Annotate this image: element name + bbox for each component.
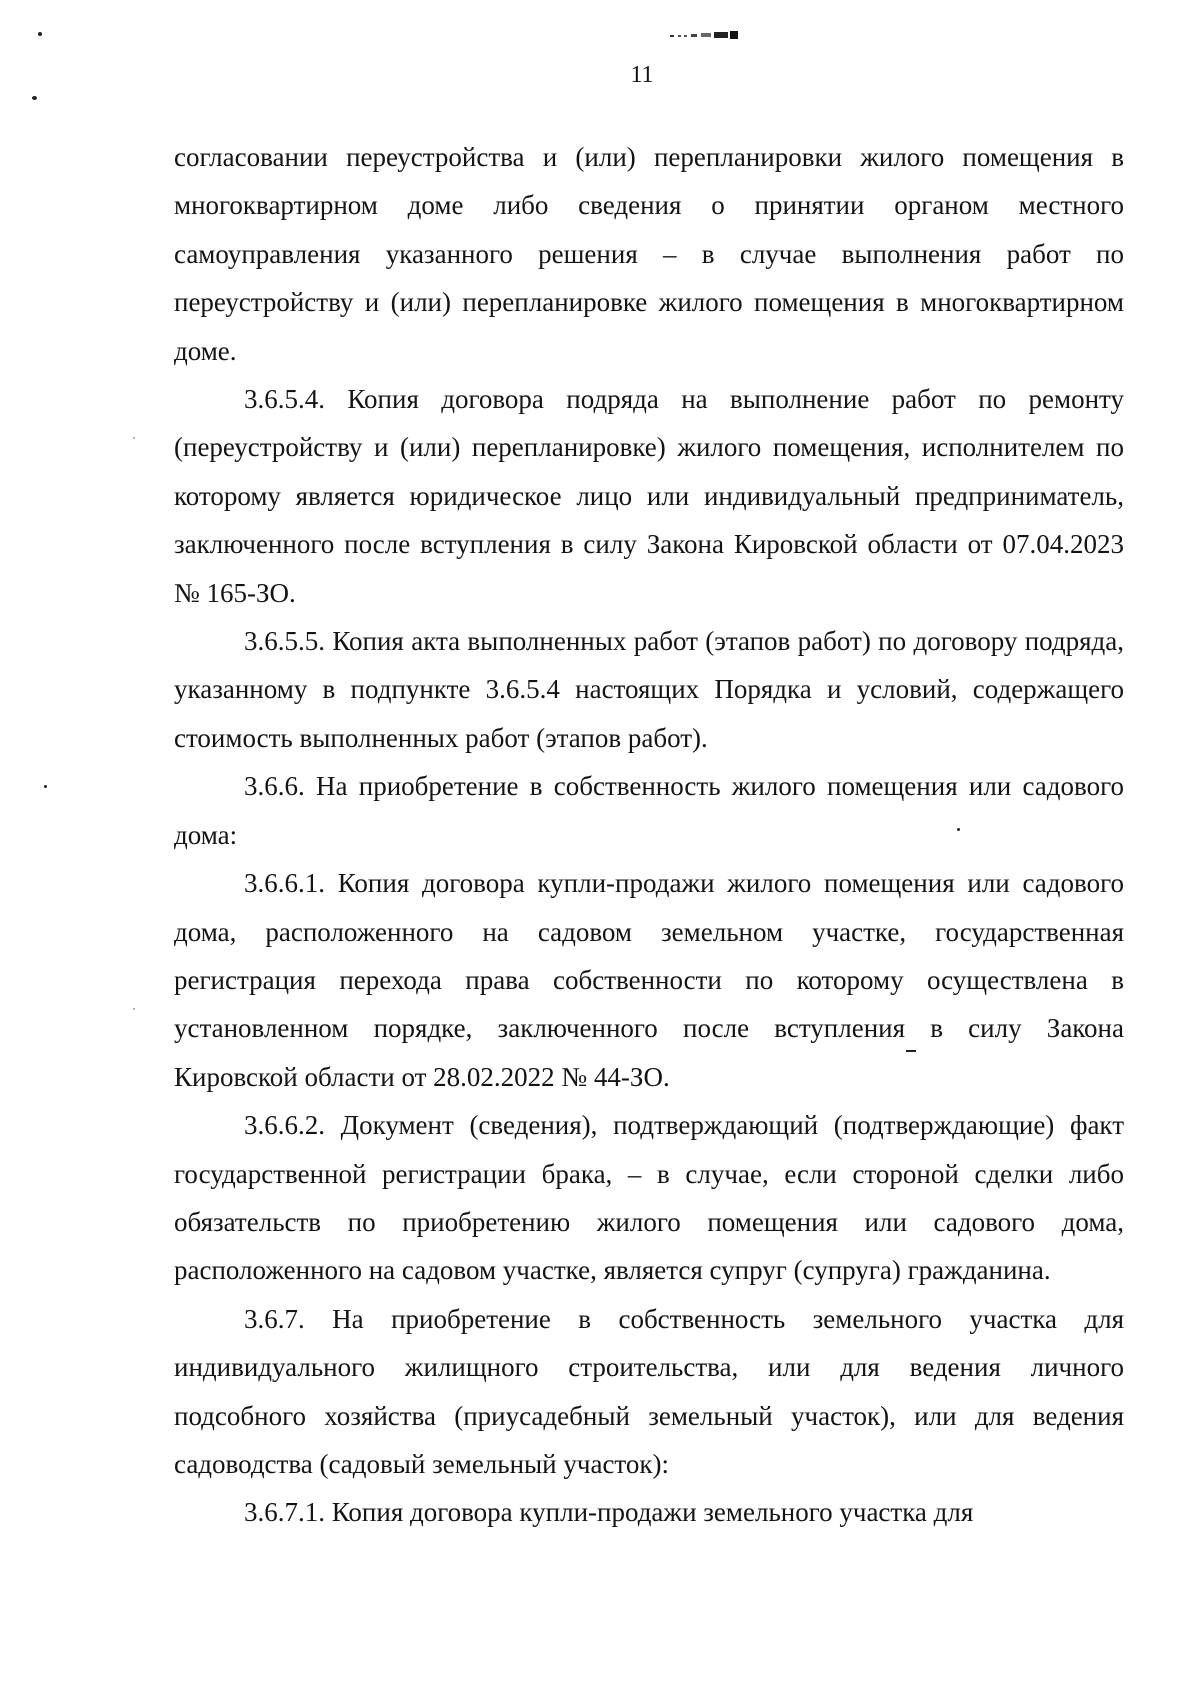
- paragraph: 3.6.6. На приобретение в собственность жилого помещения или садового дома:: [174, 771, 1124, 850]
- scan-speck: [133, 437, 135, 439]
- paragraph: 3.6.5.4. Копия договора подряда на выполнение работ по ремонту (переустройству и (или) перепланировке) жилого помещения, исполнителем по которому является юридическое лицо или индивидуальный предприниматель, заключенного после вступления в силу Закона Кировской области от 07.04.2023 № 165-ЗО.: [174, 384, 1124, 608]
- scan-speck: [38, 32, 42, 36]
- document-body: [174, 133, 1124, 1537]
- paragraph: 3.6.7.1. Копия договора купли-продажи земельного участка для: [244, 1497, 974, 1528]
- paragraph: 3.6.5.5. Копия акта выполненных работ (этапов работ) по договору подряда, указанному в подпункте 3.6.5.4 настоящих Порядка и условий, содержащего стоимость выполненных работ (этапов работ).: [174, 626, 1124, 753]
- paragraph: 3.6.6.2. Документ (сведения), подтверждающий (подтверждающие) факт государственной регистрации брака, – в случае, если стороной сделки либо обязательств по приобретению жилого помещения или садового дома, расположенного на садовом участке, является супруг (супруга) гражданина.: [174, 1110, 1124, 1286]
- scan-speck: [957, 828, 960, 831]
- scan-speck: [906, 1050, 916, 1052]
- scan-speck: [133, 1008, 135, 1010]
- paragraph: согласовании переустройства и (или) перепланировки жилого помещения в многоквартирном доме либо сведения о принятии органом местного самоуправления указанного решения – в случае выполнения работ по переустройству и (или) перепланировке жилого помещения в многоквартирном доме.: [174, 142, 1124, 366]
- page-number: 11: [630, 62, 654, 88]
- paragraph: 3.6.7. На приобретение в собственность земельного участка для индивидуального жилищного строительства, или для ведения личного подсобного хозяйства (приусадебный земельный участок), или для ведения садоводства (садовый земельный участок):: [174, 1303, 1124, 1479]
- scan-speck: [44, 785, 47, 788]
- paragraph: 3.6.6.1. Копия договора купли-продажи жилого помещения или садового дома, расположенного на садовом земельном участке, государственная регистрация перехода права собственности по которому осуществлена в установленном порядке, заключенного после вступления в силу Закона Кировской области от 28.02.2022 № 44-ЗО.: [174, 868, 1124, 1092]
- scan-header-mark: [668, 30, 758, 42]
- scan-speck: [32, 96, 37, 100]
